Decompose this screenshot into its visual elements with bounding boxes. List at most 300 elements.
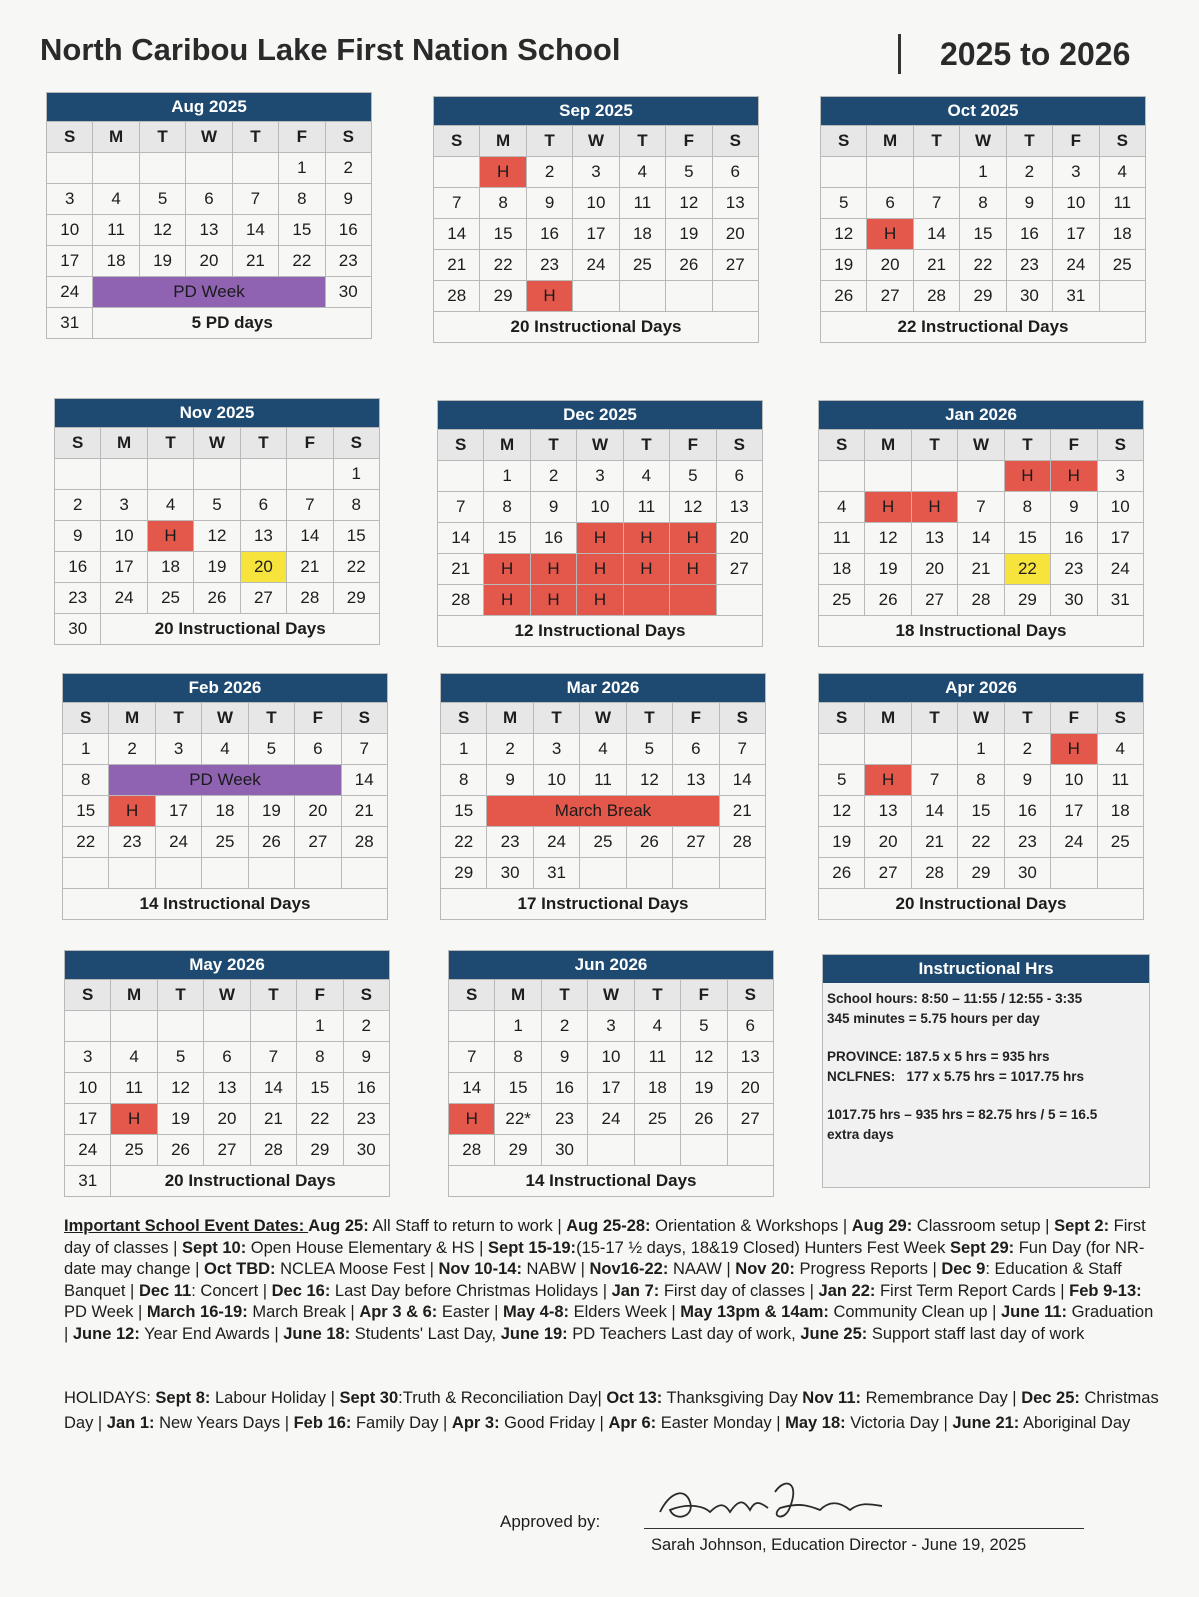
empty-cell — [819, 734, 865, 765]
event-description: NABW | — [521, 1260, 590, 1278]
day-cell: 19 — [248, 796, 294, 827]
day-cell: 1 — [297, 1011, 343, 1042]
holiday-date: Sept 30 — [339, 1389, 399, 1407]
day-cell: 27 — [911, 585, 957, 616]
day-cell: 18 — [819, 554, 865, 585]
day-cell: 12 — [139, 215, 185, 246]
weekday-header: F — [1051, 430, 1097, 461]
day-cell: 26 — [865, 585, 911, 616]
holiday-date: Sept 8: — [155, 1389, 211, 1407]
holiday-date: Apr 3: — [451, 1414, 500, 1432]
day-cell: 31 — [65, 1166, 111, 1197]
day-cell: 2 — [487, 734, 533, 765]
day-cell: 23 — [55, 583, 101, 614]
day-cell: 15 — [484, 523, 530, 554]
empty-cell — [712, 281, 758, 312]
day-cell: 2 — [1006, 157, 1052, 188]
day-cell: 15 — [480, 219, 526, 250]
day-cell: 18 — [1099, 219, 1145, 250]
event-description: (15-17 ½ days, 18&19 Closed) Hunters Fest Week — [576, 1238, 950, 1257]
day-cell: 3 — [1053, 157, 1099, 188]
day-cell: 6 — [204, 1042, 250, 1073]
day-cell: 13 — [240, 521, 286, 552]
day-cell: 21 — [913, 250, 959, 281]
day-cell: 19 — [666, 219, 712, 250]
day-cell: 4 — [634, 1011, 680, 1042]
weekday-header: T — [250, 980, 296, 1011]
day-cell: 9 — [55, 521, 101, 552]
day-cell: 1 — [960, 157, 1006, 188]
day-cell: 24 — [65, 1135, 111, 1166]
empty-cell — [109, 858, 155, 889]
month-title: Jan 2026 — [819, 401, 1144, 430]
weekday-header: T — [157, 980, 203, 1011]
empty-cell — [911, 461, 957, 492]
empty-cell — [634, 1135, 680, 1166]
day-cell: 25 — [1097, 827, 1143, 858]
day-cell: 21 — [341, 796, 387, 827]
day-cell: 30 — [1051, 585, 1097, 616]
day-cell: 14 — [449, 1073, 495, 1104]
day-cell: 22 — [297, 1104, 343, 1135]
event-date: Jan 7: — [611, 1281, 660, 1300]
day-cell: 26 — [194, 583, 240, 614]
empty-cell — [186, 153, 232, 184]
day-cell: 30 — [1006, 281, 1052, 312]
holiday-cell — [623, 585, 669, 616]
empty-cell — [240, 459, 286, 490]
day-cell: 16 — [1006, 219, 1052, 250]
weekday-header: S — [727, 980, 773, 1011]
weekday-header: W — [960, 126, 1006, 157]
holiday-cell: H — [480, 157, 526, 188]
day-cell: 24 — [533, 827, 579, 858]
day-cell: 6 — [186, 184, 232, 215]
day-cell: 6 — [712, 157, 758, 188]
weekday-header: S — [65, 980, 111, 1011]
day-cell: 26 — [821, 281, 867, 312]
month-calendar — [62, 673, 388, 920]
event-date: May 4-8: — [502, 1303, 570, 1321]
month-title: Apr 2026 — [819, 674, 1144, 703]
day-cell: 14 — [287, 521, 333, 552]
day-cell: 14 — [232, 215, 278, 246]
day-cell: 13 — [727, 1042, 773, 1073]
day-cell: 20 — [911, 554, 957, 585]
day-cell: 5 — [248, 734, 294, 765]
day-cell: 3 — [101, 490, 147, 521]
day-cell: 7 — [913, 188, 959, 219]
day-cell: 13 — [673, 765, 719, 796]
day-cell: 7 — [250, 1042, 296, 1073]
weekday-header: S — [343, 980, 389, 1011]
day-cell: 13 — [865, 796, 911, 827]
event-date: Sept 2: — [1054, 1217, 1110, 1235]
weekday-header: T — [147, 428, 193, 459]
event-description: Fun Day (for NR-date may change | — [64, 1238, 1145, 1278]
day-cell: 28 — [719, 827, 765, 858]
month-calendar — [46, 92, 372, 339]
weekday-header: W — [186, 122, 232, 153]
holiday-name: Labour Holiday | — [210, 1389, 340, 1407]
day-cell: 29 — [1004, 585, 1050, 616]
day-cell: 6 — [240, 490, 286, 521]
empty-cell — [867, 157, 913, 188]
instructional-days-summary: 20 Instructional Days — [819, 889, 1144, 920]
day-cell: 1 — [333, 459, 379, 490]
day-cell: 8 — [279, 184, 325, 215]
empty-cell — [719, 858, 765, 889]
day-cell: 27 — [712, 250, 758, 281]
day-cell: 3 — [65, 1042, 111, 1073]
day-cell: 14 — [434, 219, 480, 250]
day-cell: 11 — [111, 1073, 157, 1104]
month-calendar — [54, 398, 380, 645]
day-cell: 3 — [1097, 461, 1143, 492]
weekday-header: S — [1097, 430, 1143, 461]
day-cell: 30 — [343, 1135, 389, 1166]
holiday-cell — [670, 585, 716, 616]
empty-cell — [716, 585, 762, 616]
empty-cell — [573, 281, 619, 312]
empty-cell — [958, 461, 1004, 492]
day-cell: 19 — [157, 1104, 203, 1135]
day-cell: 27 — [673, 827, 719, 858]
day-cell: 25 — [634, 1104, 680, 1135]
event-date: June 18: — [283, 1324, 351, 1343]
event-date: Jan 22: — [818, 1281, 876, 1300]
day-cell: 8 — [441, 765, 487, 796]
day-cell: 25 — [819, 585, 865, 616]
month-calendar — [64, 950, 390, 1197]
day-cell: 22* — [495, 1104, 541, 1135]
month-title: Sep 2025 — [434, 97, 759, 126]
day-cell: 8 — [333, 490, 379, 521]
holiday-name: New Years Days | — [154, 1414, 294, 1432]
weekday-header: S — [47, 122, 93, 153]
day-cell: 11 — [580, 765, 626, 796]
day-cell: 8 — [958, 765, 1004, 796]
empty-cell — [65, 1011, 111, 1042]
instructional-days-summary: 18 Instructional Days — [819, 616, 1144, 647]
day-cell: 5 — [139, 184, 185, 215]
day-cell: 9 — [343, 1042, 389, 1073]
weekday-header: F — [681, 980, 727, 1011]
holiday-date: Nov 11: — [802, 1389, 861, 1407]
day-cell: 22 — [480, 250, 526, 281]
empty-cell — [204, 1011, 250, 1042]
month-title: Mar 2026 — [441, 674, 766, 703]
day-cell: 7 — [958, 492, 1004, 523]
event-date: June 12: — [72, 1324, 140, 1343]
weekday-header: S — [819, 703, 865, 734]
event-date: Apr 3 & 6: — [359, 1303, 438, 1321]
day-cell: 9 — [1006, 188, 1052, 219]
day-cell: 31 — [533, 858, 579, 889]
day-cell: 24 — [155, 827, 201, 858]
event-date: March 16-19: — [146, 1303, 248, 1321]
weekday-header: W — [958, 430, 1004, 461]
day-cell: 20 — [716, 523, 762, 554]
month-calendar — [448, 950, 774, 1197]
holiday-name: Family Day | — [351, 1414, 452, 1432]
empty-cell — [93, 153, 139, 184]
empty-cell — [913, 157, 959, 188]
day-cell: 27 — [204, 1135, 250, 1166]
day-cell: 9 — [325, 184, 371, 215]
weekday-header: W — [588, 980, 634, 1011]
day-cell: 15 — [495, 1073, 541, 1104]
day-cell: 31 — [47, 308, 93, 339]
day-cell: 28 — [911, 858, 957, 889]
event-date: Dec 16: — [271, 1281, 331, 1300]
day-cell: 14 — [911, 796, 957, 827]
event-day-cell: 22 — [1004, 554, 1050, 585]
weekday-header: M — [487, 703, 533, 734]
day-cell: 6 — [716, 461, 762, 492]
holiday-name: Remembrance Day | — [861, 1389, 1022, 1407]
day-cell: 22 — [63, 827, 109, 858]
day-cell: 9 — [530, 492, 576, 523]
day-cell: 30 — [541, 1135, 587, 1166]
day-cell: 3 — [573, 157, 619, 188]
day-cell: 4 — [1097, 734, 1143, 765]
day-cell: 25 — [147, 583, 193, 614]
event-description: Orientation & Workshops | — [650, 1217, 852, 1235]
hours-line: School hours: 8:50 – 11:55 / 12:55 - 3:35 — [827, 991, 1083, 1006]
event-description: PD Teachers Last day of work, — [567, 1324, 801, 1343]
hours-line: NCLFNES: 177 x 5.75 hrs = 1017.75 hrs — [827, 1069, 1085, 1084]
day-cell: 9 — [487, 765, 533, 796]
holiday-cell: H — [865, 492, 911, 523]
weekday-header: S — [55, 428, 101, 459]
event-description: Support staff last day of work — [867, 1324, 1085, 1343]
day-cell: 24 — [101, 583, 147, 614]
day-cell: 29 — [480, 281, 526, 312]
day-cell: 28 — [958, 585, 1004, 616]
day-cell: 13 — [911, 523, 957, 554]
day-cell: 7 — [287, 490, 333, 521]
empty-cell — [1051, 858, 1097, 889]
day-cell: 19 — [821, 250, 867, 281]
day-cell: 17 — [588, 1073, 634, 1104]
empty-cell — [727, 1135, 773, 1166]
empty-cell — [673, 858, 719, 889]
event-description: First day of classes | — [64, 1217, 1146, 1257]
day-cell: 7 — [232, 184, 278, 215]
day-cell: 28 — [438, 585, 484, 616]
month-calendar — [433, 96, 759, 343]
day-cell: 14 — [250, 1073, 296, 1104]
day-cell: 26 — [681, 1104, 727, 1135]
day-cell: 24 — [1051, 827, 1097, 858]
empty-cell — [865, 734, 911, 765]
day-cell: 10 — [1051, 765, 1097, 796]
day-cell: 13 — [716, 492, 762, 523]
day-cell: 20 — [867, 250, 913, 281]
hours-line: 345 minutes = 5.75 hours per day — [827, 1011, 1040, 1026]
weekday-header: F — [673, 703, 719, 734]
day-cell: 23 — [526, 250, 572, 281]
day-cell: 19 — [681, 1073, 727, 1104]
weekday-header: M — [865, 703, 911, 734]
day-cell: 5 — [626, 734, 672, 765]
day-cell: 21 — [958, 554, 1004, 585]
day-cell: 6 — [727, 1011, 773, 1042]
day-cell: 1 — [484, 461, 530, 492]
empty-cell — [1099, 281, 1145, 312]
event-description: Easter | — [437, 1303, 503, 1321]
day-cell: 3 — [533, 734, 579, 765]
day-cell: 4 — [819, 492, 865, 523]
instructional-hours-title: Instructional Hrs — [823, 955, 1149, 983]
month-calendar — [818, 400, 1144, 647]
day-cell: 15 — [63, 796, 109, 827]
empty-cell — [666, 281, 712, 312]
holiday-date: Jan 1: — [106, 1414, 155, 1432]
weekday-header: T — [232, 122, 278, 153]
day-cell: 12 — [821, 219, 867, 250]
day-cell: 8 — [480, 188, 526, 219]
event-description: Progress Reports | — [794, 1260, 942, 1278]
day-cell: 25 — [580, 827, 626, 858]
day-cell: 23 — [1051, 554, 1097, 585]
month-title: Aug 2025 — [47, 93, 372, 122]
day-cell: 2 — [526, 157, 572, 188]
empty-cell — [111, 1011, 157, 1042]
day-cell: 24 — [47, 277, 93, 308]
event-date: Sept 10: — [182, 1238, 247, 1257]
day-cell: 21 — [719, 796, 765, 827]
event-date: Dec 11 — [138, 1281, 192, 1300]
day-cell: 28 — [250, 1135, 296, 1166]
day-cell: 17 — [155, 796, 201, 827]
day-cell: 11 — [93, 215, 139, 246]
empty-cell — [626, 858, 672, 889]
day-cell: 10 — [65, 1073, 111, 1104]
day-cell: 13 — [186, 215, 232, 246]
weekday-header: S — [1097, 703, 1143, 734]
hours-line: extra days — [827, 1127, 894, 1142]
weekday-header: T — [240, 428, 286, 459]
holiday-date: Oct 13: — [606, 1389, 663, 1407]
empty-cell — [449, 1011, 495, 1042]
day-cell: 1 — [441, 734, 487, 765]
weekday-header: T — [1004, 703, 1050, 734]
day-cell: 25 — [619, 250, 665, 281]
holiday-cell: H — [623, 554, 669, 585]
day-cell: 15 — [279, 215, 325, 246]
event-description: Open House Elementary & HS | — [246, 1238, 489, 1257]
day-cell: 13 — [712, 188, 758, 219]
day-cell: 10 — [1097, 492, 1143, 523]
title-divider — [898, 34, 901, 74]
weekday-header: W — [580, 703, 626, 734]
month-title: Jun 2026 — [449, 951, 774, 980]
empty-cell — [139, 153, 185, 184]
day-cell: 27 — [867, 281, 913, 312]
day-cell: 17 — [1053, 219, 1099, 250]
month-title: May 2026 — [65, 951, 390, 980]
school-name: North Caribou Lake First Nation School — [40, 32, 621, 67]
day-cell: 23 — [487, 827, 533, 858]
day-cell: 26 — [626, 827, 672, 858]
day-cell: 17 — [101, 552, 147, 583]
weekday-header: T — [913, 126, 959, 157]
empty-cell — [588, 1135, 634, 1166]
holiday-cell: H — [911, 492, 957, 523]
day-cell: 8 — [960, 188, 1006, 219]
weekday-header: S — [719, 703, 765, 734]
weekday-header: M — [93, 122, 139, 153]
day-cell: 28 — [449, 1135, 495, 1166]
event-description: Elders Week | — [569, 1303, 681, 1321]
empty-cell — [63, 858, 109, 889]
day-cell: 9 — [1051, 492, 1097, 523]
empty-cell — [147, 459, 193, 490]
empty-cell — [250, 1011, 296, 1042]
empty-cell — [101, 459, 147, 490]
weekday-header: F — [1053, 126, 1099, 157]
day-cell: 22 — [279, 246, 325, 277]
day-cell: 19 — [865, 554, 911, 585]
weekday-header: W — [202, 703, 248, 734]
empty-cell — [194, 459, 240, 490]
day-cell: 7 — [438, 492, 484, 523]
day-cell: 17 — [1097, 523, 1143, 554]
weekday-header: T — [1004, 430, 1050, 461]
day-cell: 19 — [194, 552, 240, 583]
day-cell: 26 — [819, 858, 865, 889]
event-description: Graduation | — [64, 1303, 1154, 1343]
day-cell: 4 — [1099, 157, 1145, 188]
day-cell: 23 — [541, 1104, 587, 1135]
month-title: Feb 2026 — [63, 674, 388, 703]
day-cell: 25 — [1099, 250, 1145, 281]
day-cell: 23 — [343, 1104, 389, 1135]
day-cell: 7 — [341, 734, 387, 765]
day-cell: 12 — [666, 188, 712, 219]
holiday-cell: H — [526, 281, 572, 312]
day-cell: 27 — [865, 858, 911, 889]
holiday-cell: H — [449, 1104, 495, 1135]
day-cell: 24 — [1053, 250, 1099, 281]
day-cell: 1 — [279, 153, 325, 184]
day-cell: 29 — [960, 281, 1006, 312]
empty-cell — [287, 459, 333, 490]
day-cell: 18 — [93, 246, 139, 277]
holiday-cell: H — [577, 585, 623, 616]
empty-cell — [1097, 858, 1143, 889]
empty-cell — [865, 461, 911, 492]
day-cell: 24 — [1097, 554, 1143, 585]
weekday-header: S — [441, 703, 487, 734]
day-cell: 5 — [157, 1042, 203, 1073]
empty-cell — [55, 459, 101, 490]
weekday-header: T — [533, 703, 579, 734]
holidays-list: HOLIDAYS: Sept 8: Labour Holiday | Sept 30:Truth & Reconciliation Day| Oct 13: Thanksgiving Day Nov 11: Remembrance Day | Dec 25: Christmas Day | Jan 1: New Years Days | Feb 16: Family Day | Apr 3: Good Friday | Apr 6: Easter Monday | May 18: Victoria Day | June 21: Aboriginal Day — [64, 1389, 1159, 1432]
event-description: : Concert | — [191, 1281, 272, 1300]
day-cell: 1 — [63, 734, 109, 765]
month-calendar — [440, 673, 766, 920]
day-cell: 17 — [65, 1104, 111, 1135]
day-cell: 29 — [297, 1135, 343, 1166]
event-date: Oct TBD: — [204, 1260, 276, 1278]
day-cell: 20 — [204, 1104, 250, 1135]
holiday-cell: H — [577, 523, 623, 554]
day-cell: 30 — [487, 858, 533, 889]
event-date: Nov 10-14: — [438, 1260, 522, 1278]
